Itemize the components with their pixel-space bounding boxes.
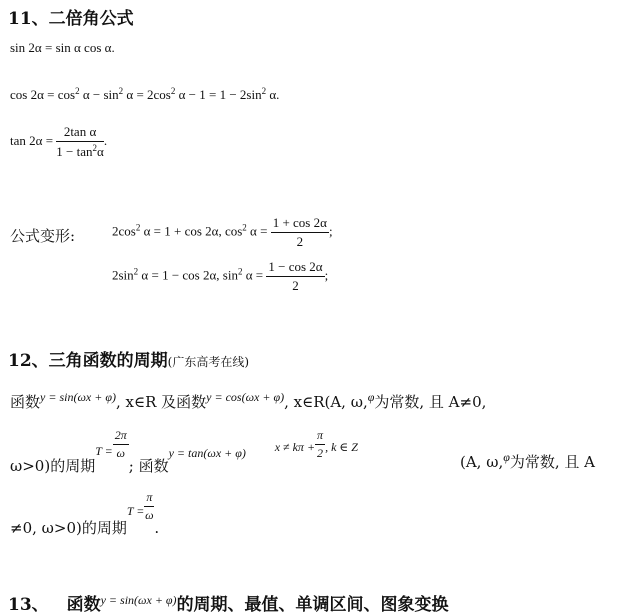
- section-12-heading: [8, 346, 249, 371]
- fraction: $\frac{\text{2tan α}}{1 - \tan^2\alpha}$: [56, 124, 104, 159]
- section-13-heading: 13、 函数$^{y = sin(\omega x + \varphi)}$的周期、最值、单调区间、图象变换: [8, 593, 449, 615]
- formula-tan2a: tan 2α = $\frac{\text{2tan α}}{1 - \tan^2\alpha}$ .: [10, 124, 108, 159]
- fraction: $\frac{1 + \cos 2\alpha}{2}$: [272, 215, 327, 249]
- formula-transform-label: 公式变形:: [10, 227, 76, 245]
- section-title: 二倍角公式: [48, 9, 134, 29]
- fraction: $\frac{\pi}{\omega}$: [145, 490, 154, 522]
- formula-transform-2: $2\sin^2$ α = 1 − cos 2α, $\sin^2 \alpha$ = $\frac{1 - \cos 2\alpha}{2}$ ;: [112, 259, 329, 293]
- period-line-2-end: (A, ω,$^\varphi$为常数, 且 A: [460, 450, 596, 471]
- formula-transform-1: $2\cos^2$ α = 1 + cos 2α, $\cos^2 \alpha$ = $\frac{1 + \cos 2\alpha}{2}$ ;: [112, 215, 333, 249]
- fraction: $\frac{1 - \cos 2\alpha}{2}$: [268, 259, 323, 293]
- section-number: 13、: [8, 595, 49, 615]
- formula-sin2a: sin 2α = sin α cos α.: [10, 40, 115, 55]
- fraction: $\frac{\pi}{2}$: [317, 428, 324, 460]
- period-line-1: 函数$^{y = sin(\omega x + \varphi)}$, x∈R 及函数$^{y = cos(\omega x + \varphi)}$, x∈R(A, ω,$^\varphi$为常数, 且 A≠0,: [10, 390, 487, 411]
- fraction: $\frac{2\pi}{\omega}$: [114, 428, 127, 460]
- section-number: 11、: [8, 9, 49, 29]
- period-line-3: ≠0, ω>0)的周期$^{T =}$ $\frac{\pi}{\omega}$ .: [10, 490, 160, 537]
- formula-cos2a: $\cos 2\alpha = \cos^2 \alpha - \sin^2 \alpha = 2\cos^2$ $\alpha - 1 = 1 - 2\sin^2$ α.: [10, 86, 280, 102]
- section-title: 三角函数的周期: [48, 351, 168, 371]
- period-line-2: ω>0)的周期$^{T =}$ $\frac{2\pi}{\omega}$ ; 函数$^{y = tan(\omega x + \varphi)}$ $^{x \ne k\pi +}$ $\frac{\pi}{2}$ $^{, k \in Z}$: [10, 428, 358, 475]
- section-11-heading: [8, 4, 134, 29]
- section-number: 12、: [8, 351, 49, 371]
- source-note: (广东高考在线): [167, 355, 250, 369]
